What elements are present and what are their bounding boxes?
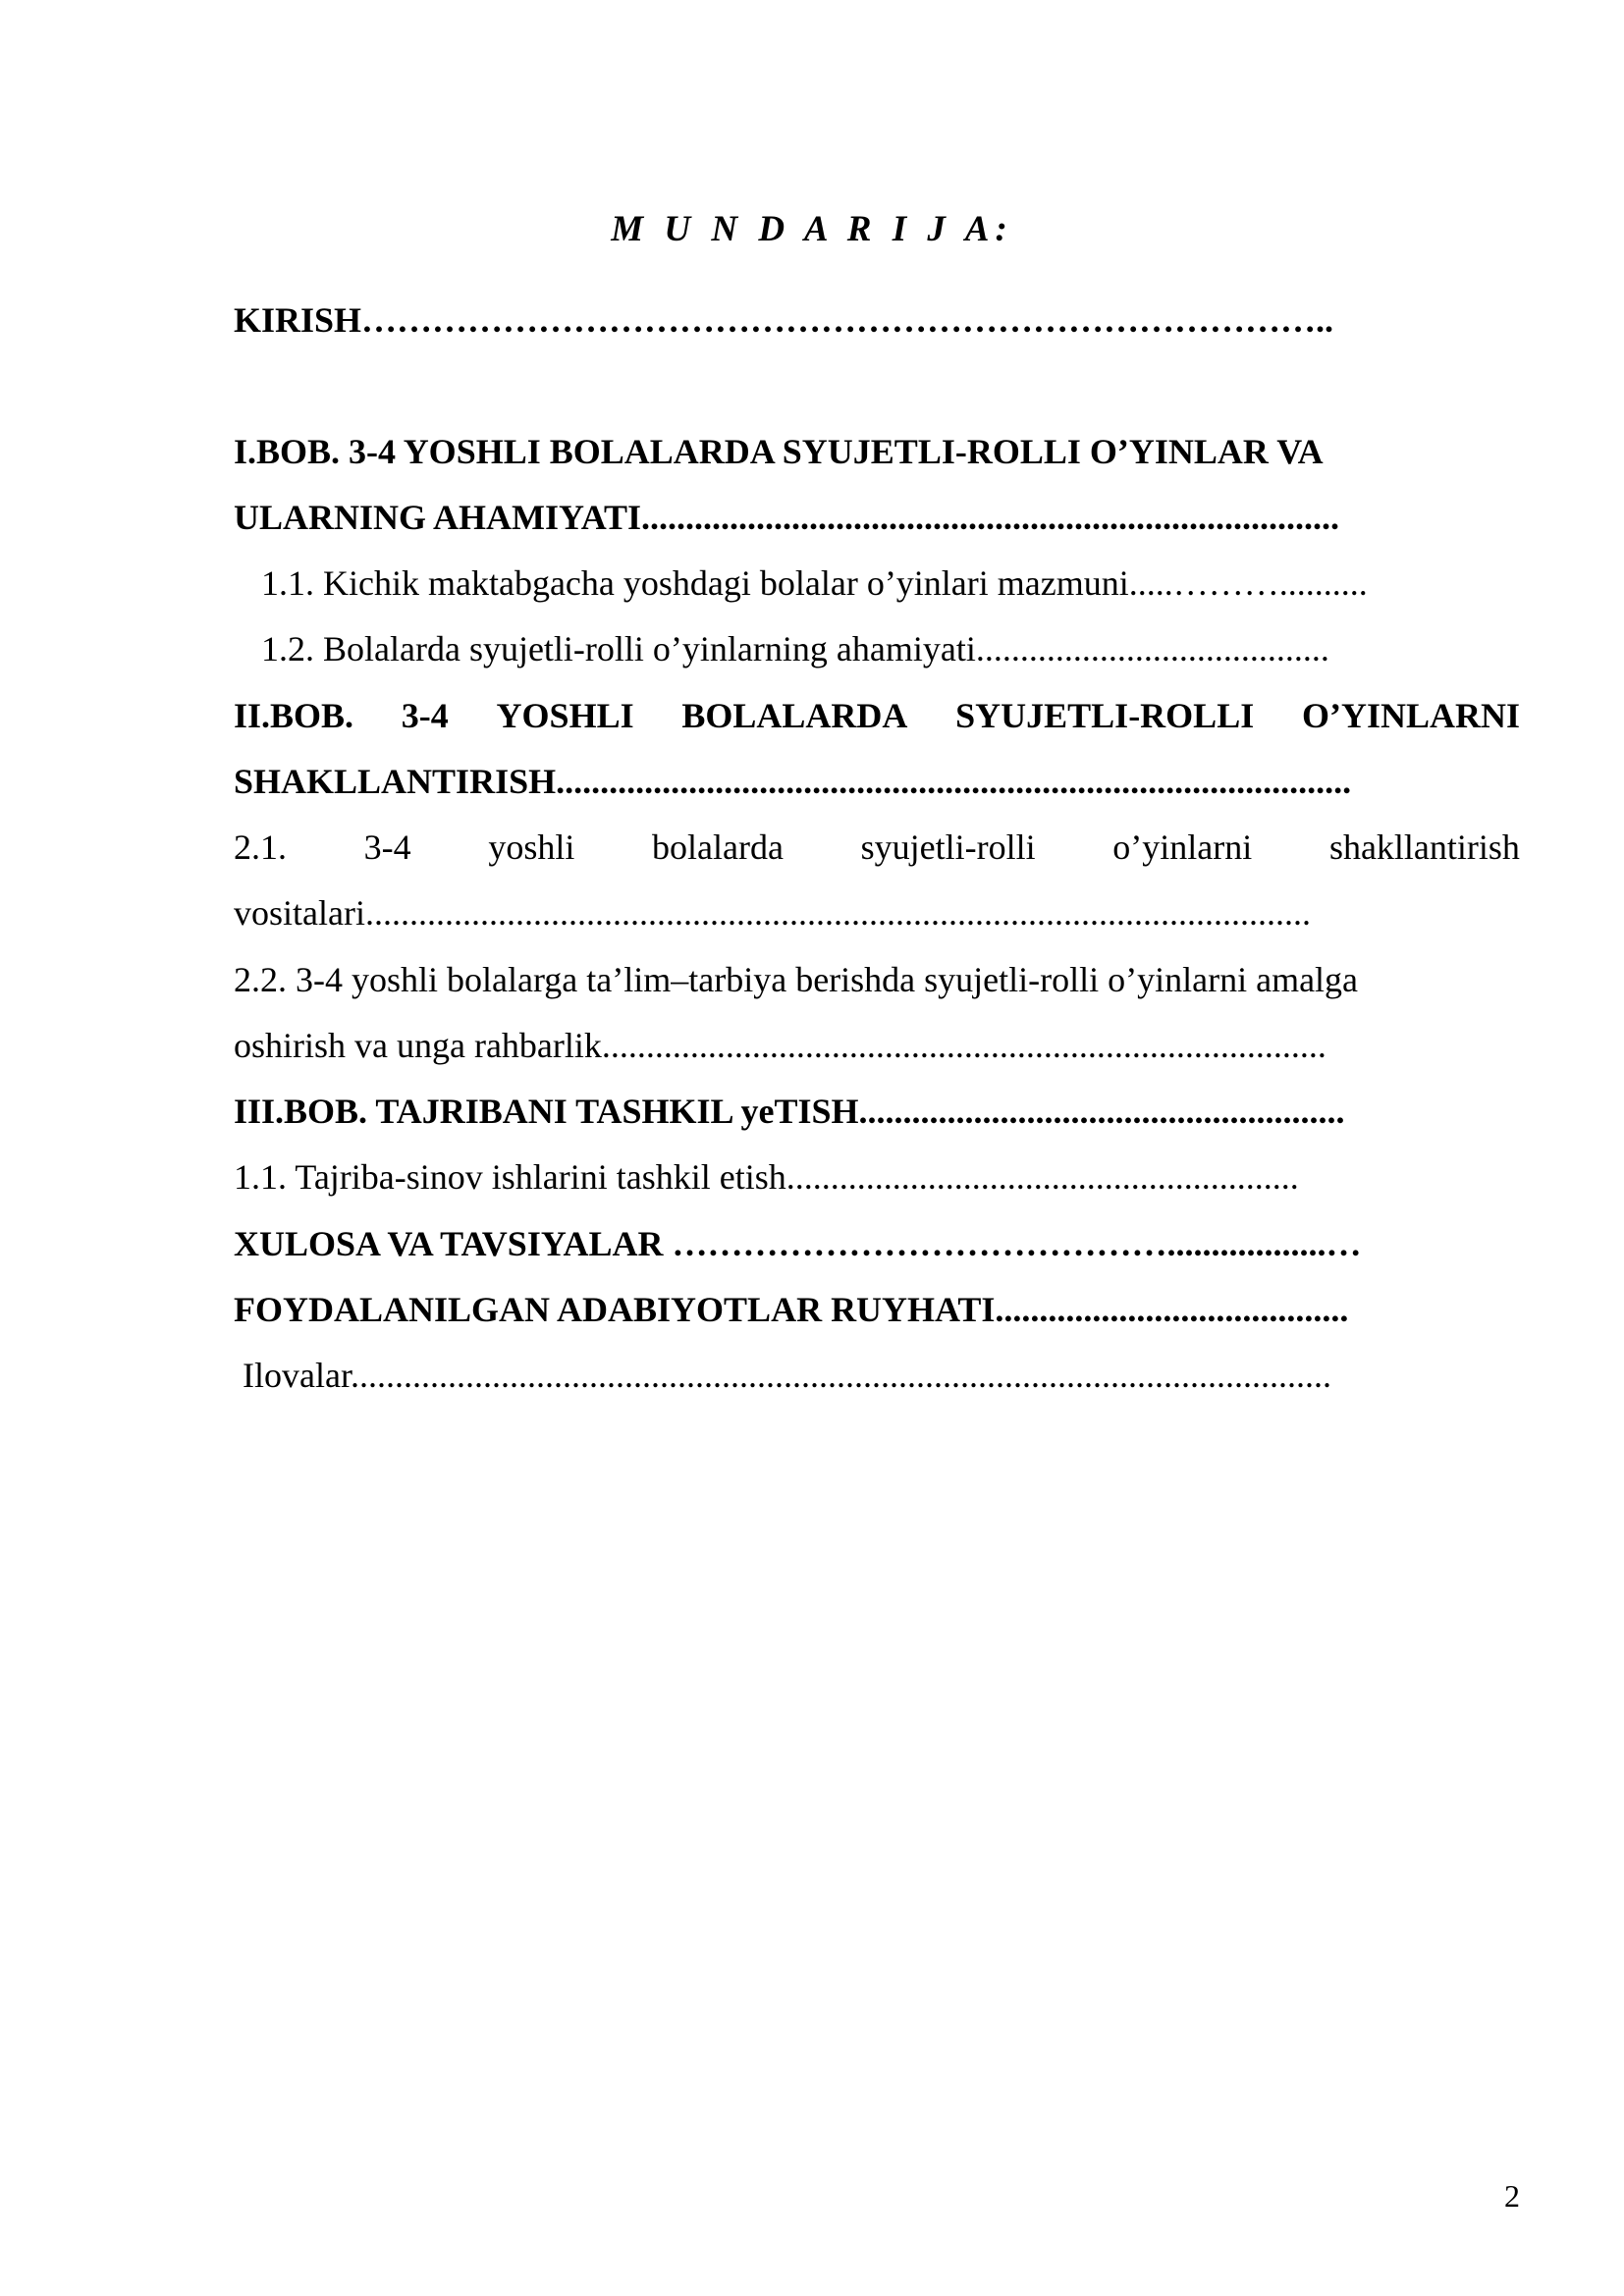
toc-entry-section-2-2-line-2: oshirish va unga rahbarlik.................................................................................. <box>234 1026 1326 1065</box>
toc-entry-chapter-1-line-2: ULARNING AHAMIYATI............................................................................... <box>234 498 1340 537</box>
page-number: 2 <box>1504 2178 1520 2214</box>
toc-entry-appendices: Ilovalar............................................................................................................... <box>234 1356 1331 1395</box>
word: o’yinlarni <box>1112 828 1253 867</box>
word: 2.1. <box>234 828 287 867</box>
toc-entry-conclusions: XULOSA VA TAVSIYALAR ……………………………………..................… <box>234 1224 1362 1263</box>
toc-entry-section-2-2-line-1: 2.2. 3-4 yoshli bolalarga ta’lim–tarbiya berishda syujetli-rolli o’yinlarni amalga <box>234 960 1359 999</box>
toc-entry-section-1-2: 1.2. Bolalarda syujetli-rolli o’yinlarning ahamiyati........................................ <box>261 629 1329 668</box>
toc-title: M U N D A R I J A: <box>611 209 1013 249</box>
toc-entry-section-2-1-line-2: vositalari........................................................................................................... <box>234 893 1311 933</box>
toc-entry-chapter-2-line-1 <box>234 688 1520 743</box>
toc-entry-section-3-1: 1.1. Tajriba-sinov ishlarini tashkil etish.......................................................... <box>234 1157 1299 1197</box>
toc-entry-chapter-2-line-2: SHAKLLANTIRISH.......................................................................................... <box>234 762 1352 801</box>
word: bolalarda <box>652 828 784 867</box>
word: yoshli <box>488 828 575 867</box>
word: 3-4 <box>363 828 411 867</box>
word: II.BOB. <box>234 696 354 735</box>
word: shakllantirish <box>1328 828 1520 867</box>
toc-entry-kirish: KIRISH……………………………………………………………………….. <box>234 300 1334 340</box>
toc-entry-bibliography: FOYDALANILGAN ADABIYOTLAR RUYHATI........................................ <box>234 1290 1349 1329</box>
toc-entry-chapter-3: III.BOB. TAJRIBANI TASHKIL yeTISH....................................................... <box>234 1092 1345 1131</box>
toc-entry-section-1-1: 1.1. Kichik maktabgacha yoshdagi bolalar o’yinlari mazmuni.....……….......... <box>261 563 1368 603</box>
toc-entry-section-2-1-line-1 <box>234 820 1520 875</box>
word: 3-4 <box>401 696 449 735</box>
word: syujetli-rolli <box>860 828 1036 867</box>
toc-entry-chapter-1-line-1: I.BOB. 3-4 YOSHLI BOLALARDA SYUJETLI-ROLLI O’YINLAR VA <box>234 432 1324 471</box>
word: YOSHLI <box>496 696 634 735</box>
word: SYUJETLI-ROLLI <box>955 696 1255 735</box>
word: BOLALARDA <box>681 696 908 735</box>
word: O’YINLARNI <box>1301 696 1520 735</box>
